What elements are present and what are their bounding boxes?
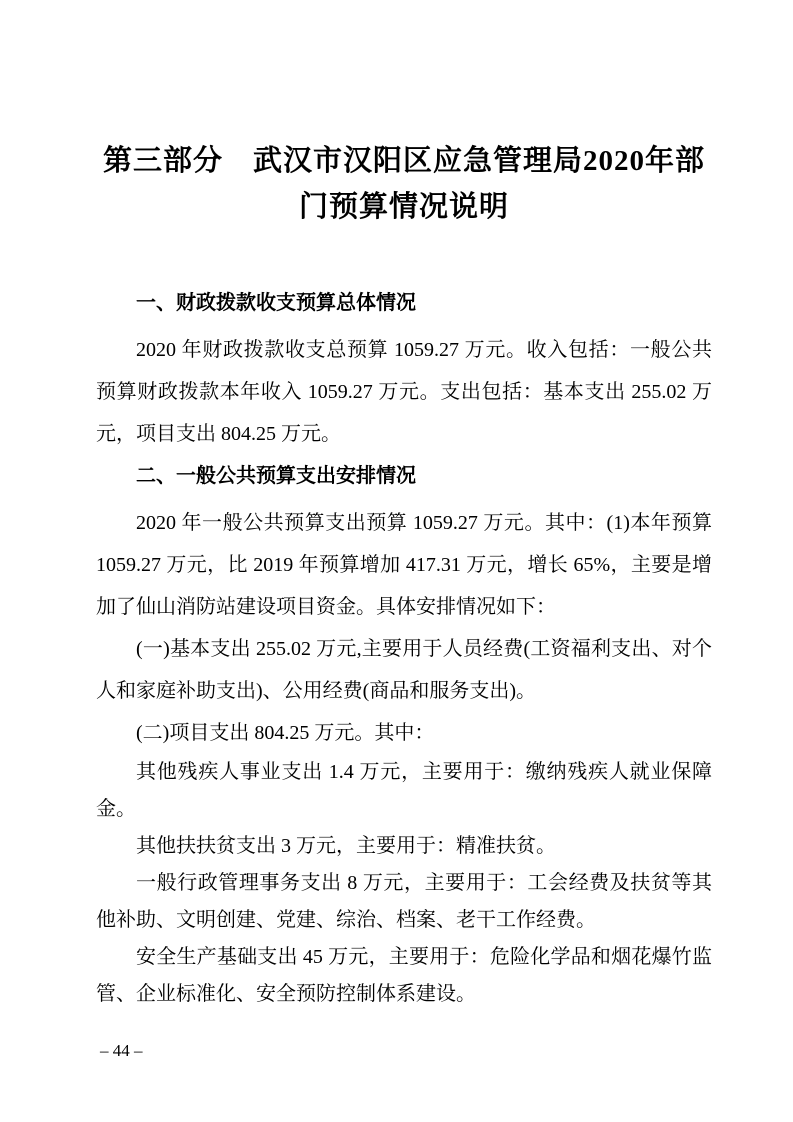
section-1-paragraph-1: 2020 年财政拨款收支总预算 1059.27 万元。收入包括：一般公共预算财政拨款本年收入 1059.27 万元。支出包括：基本支出 255.02 万元，项目支出 804.25 万元。 bbox=[96, 339, 712, 445]
section-2-paragraph-6: 一般行政管理事务支出 8 万元，主要用于：工会经费及扶贫等其他补助、文明创建、党建、综治、档案、老干工作经费。 bbox=[96, 872, 712, 931]
section-2-paragraph-2: (一)基本支出 255.02 万元,主要用于人员经费(工资福利支出、对个人和家庭补助支出)、公用经费(商品和服务支出)。 bbox=[96, 638, 712, 702]
section-2-paragraph-5: 其他扶扶贫支出 3 万元，主要用于：精准扶贫。 bbox=[136, 835, 556, 857]
document-title-line-2: 门预算情况说明 bbox=[298, 191, 509, 223]
section-1-heading: 一、财政拨款收支预算总体情况 bbox=[136, 292, 416, 314]
document-title bbox=[96, 138, 712, 230]
page-number: – 44 – bbox=[100, 1041, 143, 1060]
section-2-heading: 二、一般公共预算支出安排情况 bbox=[136, 465, 416, 487]
document-title-line-1: 第三部分 武汉市汉阳区应急管理局2020年部 bbox=[102, 145, 705, 177]
section-2-paragraph-4: 其他残疾人事业支出 1.4 万元，主要用于：缴纳残疾人就业保障金。 bbox=[96, 761, 712, 820]
document-content bbox=[96, 138, 712, 1013]
section-2-paragraph-1: 2020 年一般公共预算支出预算 1059.27 万元。其中：(1)本年预算 1059.27 万元，比 2019 年预算增加 417.31 万元，增长 65%，主要是增加了仙山消防站建设项目资金。具体安排情况如下： bbox=[96, 512, 712, 618]
section-2-paragraph-7: 安全生产基础支出 45 万元，主要用于：危险化学品和烟花爆竹监管、企业标准化、安全预防控制体系建设。 bbox=[96, 946, 712, 1005]
section-2-paragraph-3: (二)项目支出 804.25 万元。其中： bbox=[136, 722, 435, 744]
